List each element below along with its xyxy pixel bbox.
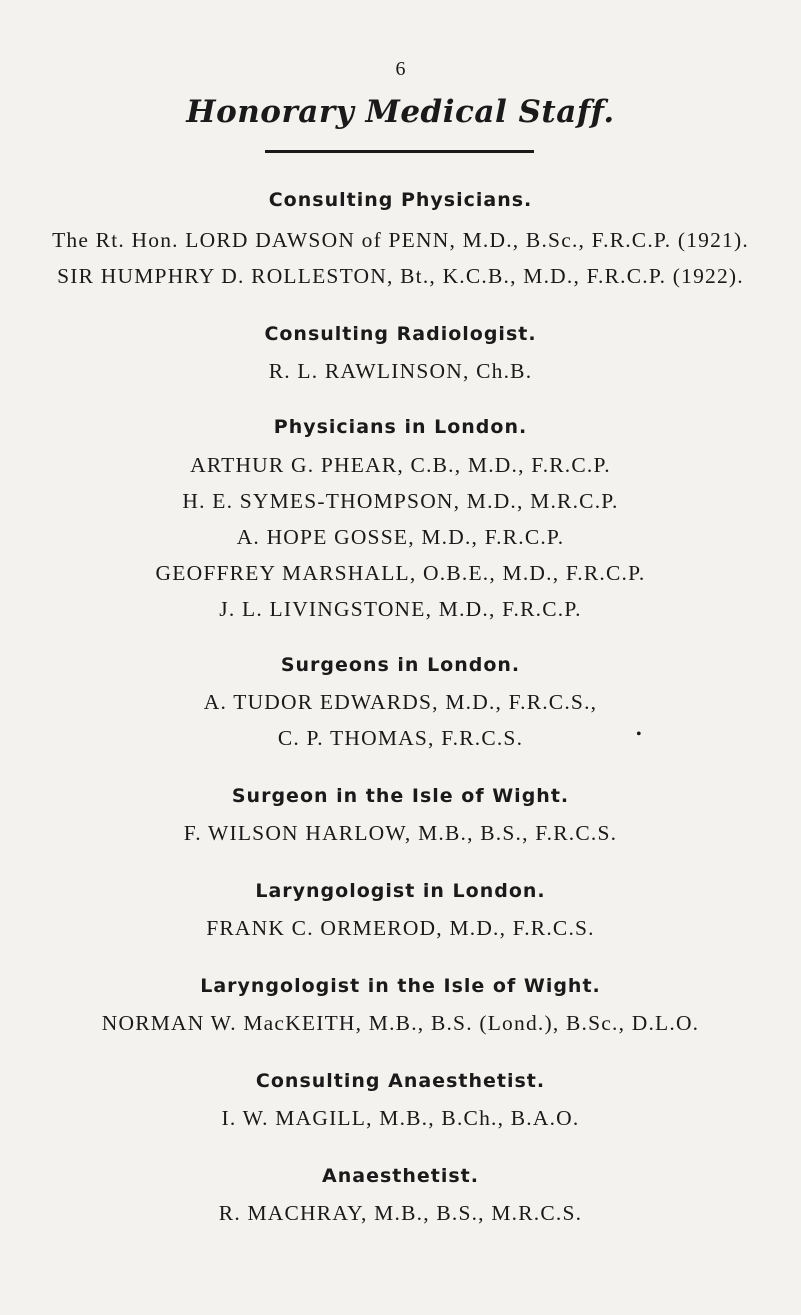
staff-entry: J. L. LIVINGSTONE, M.D., F.R.C.P. [219, 597, 582, 621]
staff-entry: R. MACHRAY, M.B., B.S., M.R.C.S. [218, 1201, 583, 1225]
section-heading-surgeons-in-london: Surgeons in London. [280, 654, 521, 676]
section-heading-surgeon-isle-of-wight: Surgeon in the Isle of Wight. [231, 785, 570, 807]
stray-dot-mark: • [636, 726, 642, 743]
staff-entry: NORMAN W. MacKEITH, M.B., B.S. (Lond.), B.Sc., D.L.O. [101, 1011, 700, 1035]
staff-entry: The Rt. Hon. LORD DAWSON of PENN, M.D., B.Sc., F.R.C.P. (1921). [52, 228, 749, 252]
section-heading-anaesthetist: Anaesthetist. [322, 1165, 479, 1187]
staff-entry: FRANK C. ORMEROD, M.D., F.R.C.S. [206, 916, 595, 940]
staff-entry: F. WILSON HARLOW, M.B., B.S., F.R.C.S. [183, 821, 618, 845]
staff-entry: SIR HUMPHRY D. ROLLESTON, Bt., K.C.B., M.D., F.R.C.P. (1922). [57, 264, 744, 288]
title-underline [265, 150, 534, 153]
staff-entry: GEOFFREY MARSHALL, O.B.E., M.D., F.R.C.P. [155, 561, 646, 585]
page-title: Honorary Medical Staff. [186, 94, 615, 130]
staff-entry: A. TUDOR EDWARDS, M.D., F.R.C.S., [203, 690, 598, 714]
section-heading-consulting-anaesthetist: Consulting Anaesthetist. [255, 1070, 546, 1092]
staff-entry: I. W. MAGILL, M.B., B.Ch., B.A.O. [221, 1106, 580, 1130]
staff-entry: A. HOPE GOSSE, M.D., F.R.C.P. [236, 525, 565, 549]
staff-entry: C. P. THOMAS, F.R.C.S. [277, 726, 524, 750]
staff-entry: R. L. RAWLINSON, Ch.B. [268, 359, 533, 383]
section-heading-laryngologist-isle-of-wight: Laryngologist in the Isle of Wight. [200, 975, 601, 997]
page-number: 6 [395, 58, 406, 80]
section-heading-consulting-physicians: Consulting Physicians. [268, 189, 533, 211]
staff-entry: ARTHUR G. PHEAR, C.B., M.D., F.R.C.P. [190, 453, 611, 477]
section-heading-physicians-in-london: Physicians in London. [273, 416, 528, 438]
staff-entry: H. E. SYMES-THOMPSON, M.D., M.R.C.P. [182, 489, 619, 513]
section-heading-laryngologist-in-london: Laryngologist in London. [255, 880, 546, 902]
section-heading-consulting-radiologist: Consulting Radiologist. [264, 323, 537, 345]
